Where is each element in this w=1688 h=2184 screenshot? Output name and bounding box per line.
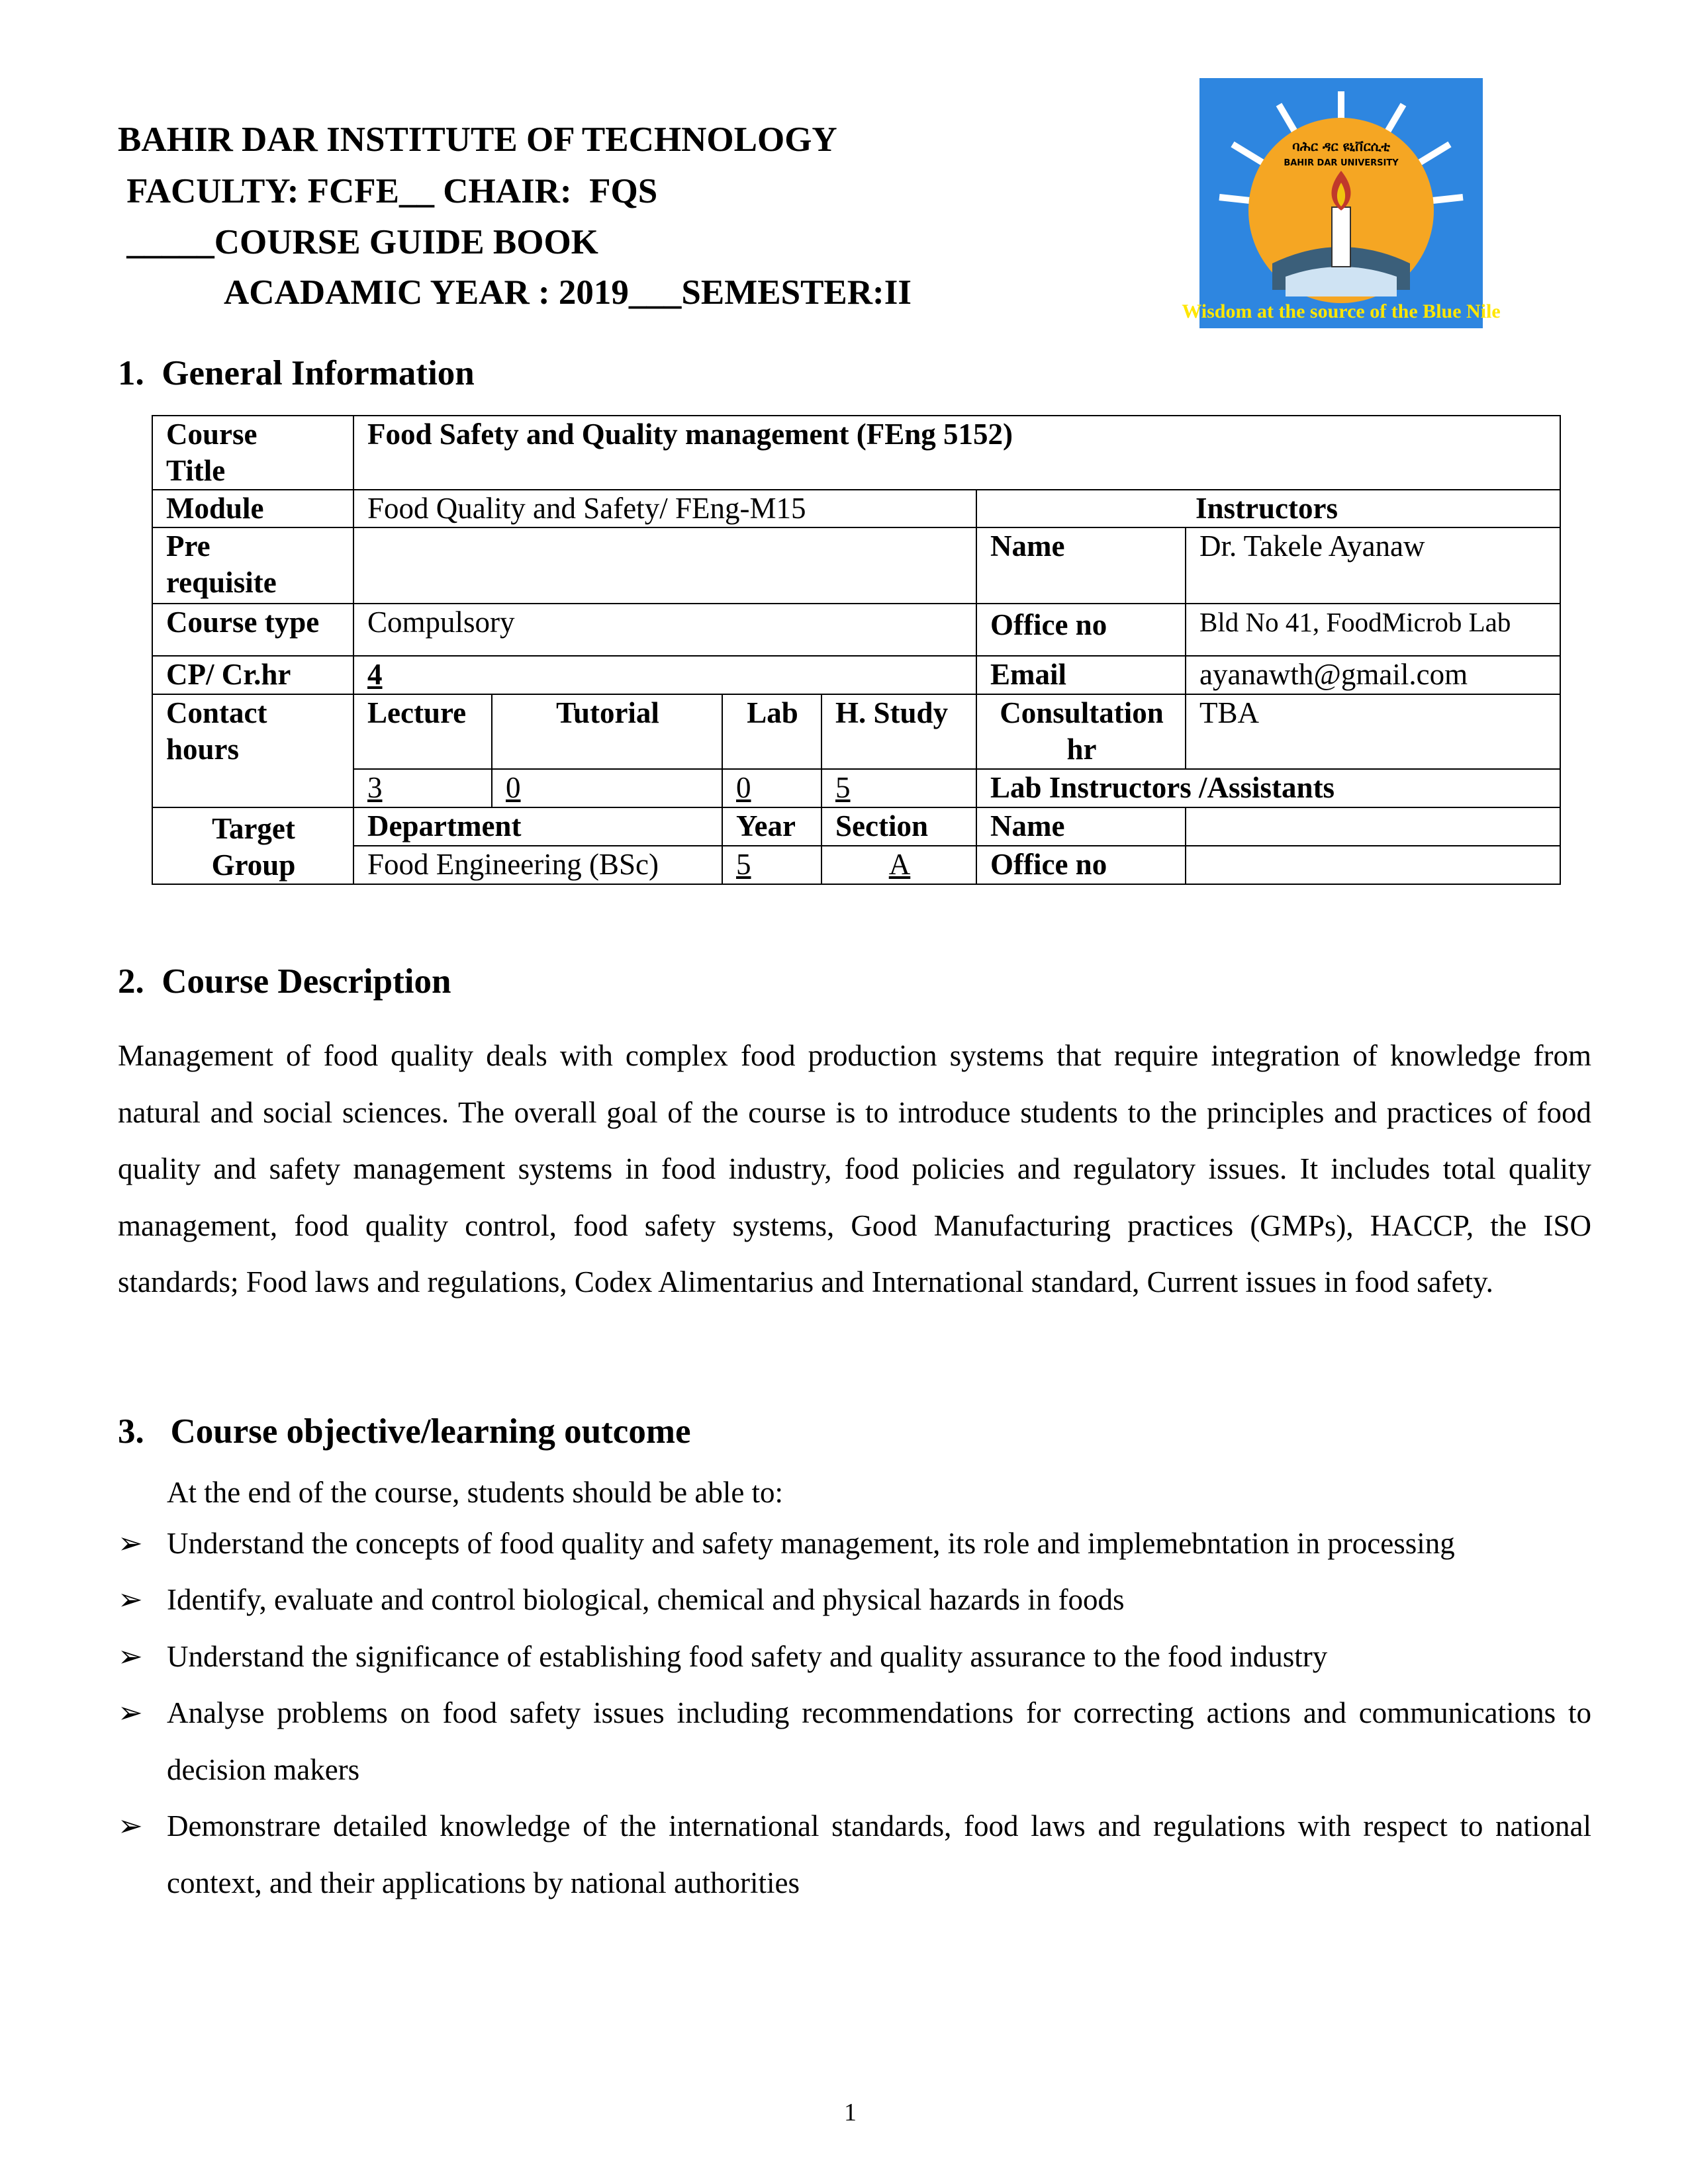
arrow-bullet-icon: ➢	[118, 1696, 143, 1729]
consultation-label: Consultation hr	[976, 694, 1186, 769]
arrow-bullet-icon: ➢	[118, 1583, 143, 1616]
general-info-table	[152, 415, 1561, 885]
lab-instructor-office-label: Office no	[976, 846, 1186, 884]
guide-book-title: _____COURSE GUIDE BOOK	[118, 223, 598, 261]
cp-label: CP/ Cr.hr	[152, 656, 353, 694]
department-label: Department	[353, 807, 722, 846]
target-group-label: Target Group	[152, 807, 353, 884]
lab-instructors-label: Lab Instructors /Assistants	[976, 769, 1560, 807]
svg-text:Wisdom at the source of the Bl: Wisdom at the source of the Blue Nile	[1182, 300, 1501, 322]
course-title-value: Food Safety and Quality management (FEng 5152)	[353, 416, 1560, 490]
table-row	[152, 416, 1560, 490]
table-row	[152, 490, 1560, 527]
prerequisite-label: Pre requisite	[152, 527, 353, 604]
lab-instructor-office-value	[1186, 846, 1560, 884]
torch-and-waterfall-emblem-icon	[1182, 78, 1501, 328]
list-item	[118, 1685, 1591, 1798]
lab-instructor-name-value	[1186, 807, 1560, 846]
email-value: ayanawth@gmail.com	[1186, 656, 1560, 694]
objective-text: Analyse problems on food safety issues including recommendations for correcting actions and communications to decision makers	[167, 1696, 1591, 1786]
instructors-label: Instructors	[976, 490, 1560, 527]
faculty-line: FACULTY: FCFE__ CHAIR: FQS	[118, 172, 658, 210]
tutorial-label: Tutorial	[492, 694, 722, 769]
list-item	[118, 1572, 1591, 1629]
arrow-bullet-icon: ➢	[118, 1640, 143, 1673]
table-row	[152, 769, 1560, 807]
cp-value: 4	[353, 656, 976, 694]
course-type-value: Compulsory	[353, 604, 976, 656]
university-logo	[1182, 78, 1501, 328]
arrow-bullet-icon: ➢	[118, 1809, 143, 1843]
section-heading-course-description: 2. Course Description	[118, 962, 451, 1001]
institute-title: BAHIR DAR INSTITUTE OF TECHNOLOGY	[118, 120, 837, 159]
tutorial-hours: 0	[492, 769, 722, 807]
contact-hours-label: Contact hours	[152, 694, 353, 807]
instructor-name-label: Name	[976, 527, 1186, 604]
table-row	[152, 656, 1560, 694]
objective-text: Understand the concepts of food quality and safety management, its role and implemebntation in processing	[167, 1527, 1455, 1560]
section-heading-objectives: 3. Course objective/learning outcome	[118, 1412, 691, 1451]
objective-text: Demonstrare detailed knowledge of the international standards, food laws and regulations with respect to national context, and their applications by national authorities	[167, 1809, 1591, 1899]
hstudy-hours: 5	[821, 769, 976, 807]
section-heading-general-info: 1. General Information	[118, 354, 475, 392]
lecture-hours: 3	[353, 769, 492, 807]
prerequisite-value	[353, 527, 976, 604]
table-row	[152, 846, 1560, 884]
table-row	[152, 604, 1560, 656]
department-value: Food Engineering (BSc)	[353, 846, 722, 884]
table-row	[152, 694, 1560, 769]
lab-hours: 0	[722, 769, 821, 807]
svg-text:BAHIR DAR UNIVERSITY: BAHIR DAR UNIVERSITY	[1284, 158, 1399, 168]
table-row	[152, 527, 1560, 604]
section-label: Section	[821, 807, 976, 846]
academic-year-line: ACADAMIC YEAR : 2019___SEMESTER:II	[224, 273, 912, 312]
course-description-paragraph: Management of food quality deals with complex food production systems that require integration of knowledge from natural and social sciences. The overall goal of the course is to introduce students to the principles and practices of food quality and safety management systems in food industry, food policies and regulatory issues. It includes total quality management, food quality control, food safety systems, Good Manufacturing practices (GMPs), HACCP, the ISO standards; Food laws and regulations, Codex Alimentarius and International standard, Current issues in food safety.	[118, 1039, 1591, 1298]
email-label: Email	[976, 656, 1186, 694]
objective-text: Identify, evaluate and control biological, chemical and physical hazards in foods	[167, 1583, 1125, 1616]
list-item	[118, 1798, 1591, 1911]
instructor-name-value: Dr. Takele Ayanaw	[1186, 527, 1560, 604]
lecture-label: Lecture	[353, 694, 492, 769]
module-value: Food Quality and Safety/ FEng-M15	[353, 490, 976, 527]
list-item	[118, 1629, 1591, 1686]
page-number: 1	[844, 2099, 857, 2126]
year-value: 5	[722, 846, 821, 884]
hstudy-label: H. Study	[821, 694, 976, 769]
module-label: Module	[152, 490, 353, 527]
office-label: Office no	[976, 604, 1186, 656]
lab-label: Lab	[722, 694, 821, 769]
section-value: A	[821, 846, 976, 884]
course-type-label: Course type	[152, 604, 353, 656]
lab-instructor-name-label: Name	[976, 807, 1186, 846]
course-title-label: Course Title	[152, 416, 353, 490]
objective-text: Understand the significance of establishing food safety and quality assurance to the food industry	[167, 1640, 1328, 1673]
year-label: Year	[722, 807, 821, 846]
svg-text:ባሕር ዳር ዩኒቨርሲቲ: ባሕር ዳር ዩኒቨርሲቲ	[1292, 138, 1390, 154]
list-item	[118, 1516, 1591, 1572]
objectives-intro: At the end of the course, students should be able to:	[167, 1476, 784, 1509]
office-value: Bld No 41, FoodMicrob Lab	[1186, 604, 1560, 656]
consultation-value: TBA	[1186, 694, 1560, 769]
arrow-bullet-icon: ➢	[118, 1527, 143, 1560]
table-row	[152, 807, 1560, 846]
